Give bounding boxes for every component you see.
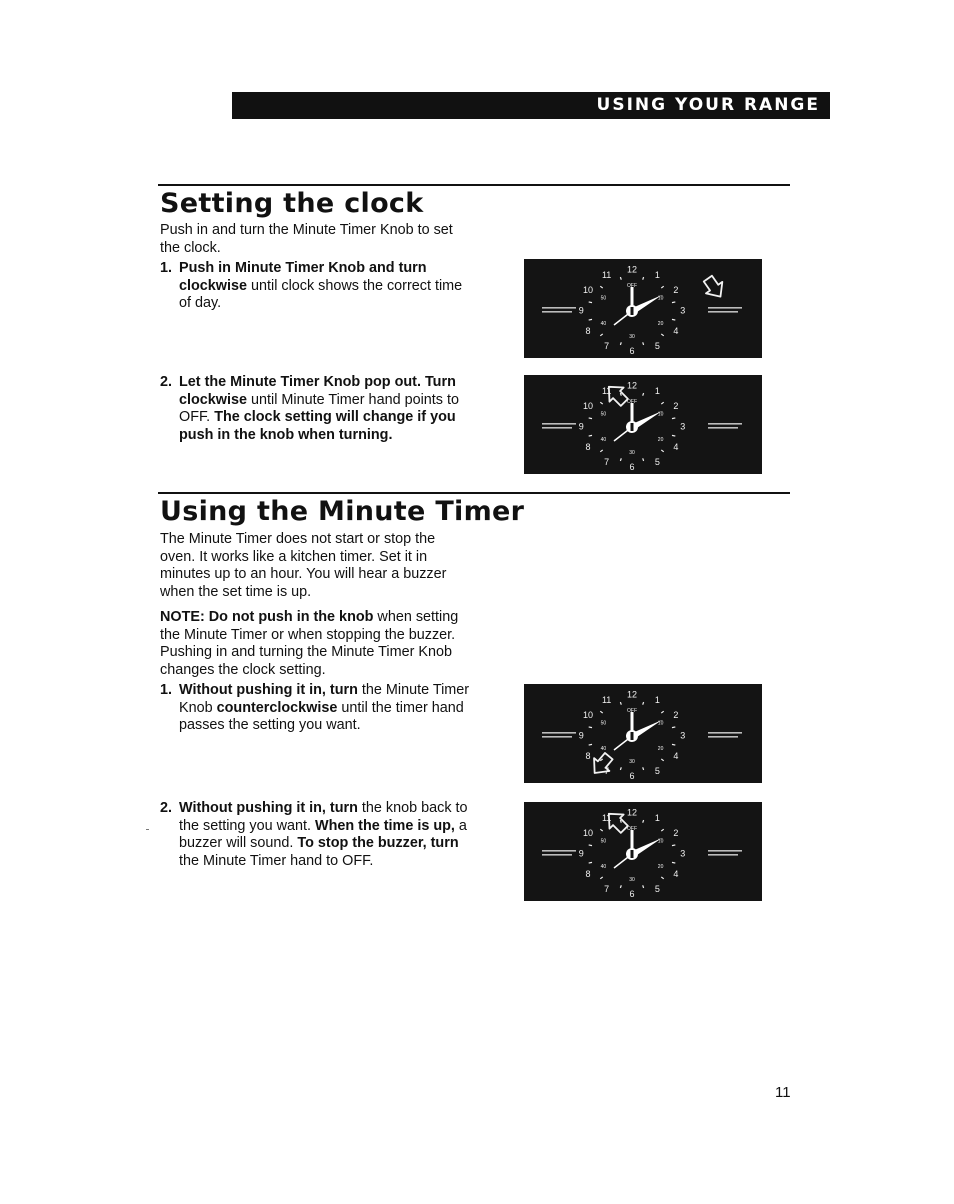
step-number: 2. <box>160 374 173 390</box>
minute-label: 20 <box>657 746 664 753</box>
clock-face-svg <box>524 684 762 783</box>
hour-numeral: 2 <box>673 400 679 411</box>
tick-mark <box>600 877 602 879</box>
tick-mark <box>643 393 644 396</box>
clock-illustration <box>524 802 762 901</box>
tick-mark <box>620 342 621 345</box>
tick-mark <box>672 302 675 303</box>
step-number: 1. <box>160 260 173 276</box>
hour-numeral: 2 <box>673 709 679 720</box>
hour-numeral: 8 <box>585 325 591 336</box>
knob-notch <box>631 850 634 858</box>
hour-numeral: 3 <box>680 305 686 316</box>
hour-numeral: 5 <box>654 883 660 894</box>
caption-mark <box>542 854 572 856</box>
tick-mark <box>661 334 663 336</box>
minute-label: 40 <box>600 437 607 444</box>
caption-mark <box>708 311 738 313</box>
text-run: when setting the Minute Timer or when stopping the buzzer. Pushing in and turning the Minute Timer Knob changes the clock setting. <box>160 609 459 678</box>
section-divider <box>158 184 790 186</box>
tick-mark <box>643 885 644 888</box>
hour-numeral: 1 <box>654 694 660 705</box>
stray-mark <box>146 829 149 830</box>
clock-intro: Push in and turn the Minute Timer Knob to set the clock. <box>160 222 453 256</box>
hour-numeral: 11 <box>601 812 612 823</box>
clock-illustration <box>524 375 762 474</box>
tick-mark <box>620 885 621 888</box>
knob-notch <box>631 732 634 740</box>
text-run: until clock shows the correct time of day. <box>179 277 463 311</box>
step-text <box>179 374 470 444</box>
step-number: 2. <box>160 800 173 816</box>
text-run: a buzzer will sound. <box>179 817 467 851</box>
counterclockwise-arrow-icon <box>587 750 616 780</box>
tick-mark <box>643 342 644 345</box>
caption-mark <box>542 427 572 429</box>
tick-mark <box>620 458 621 461</box>
tick-mark <box>620 277 621 280</box>
caption-mark <box>708 736 738 738</box>
hour-numeral: 4 <box>673 868 679 879</box>
minute-label: 10 <box>657 720 664 727</box>
tick-mark <box>589 319 592 320</box>
bold-text-run: To stop the buzzer, turn <box>297 835 459 851</box>
hour-numeral: 1 <box>654 269 660 280</box>
clock-face-svg <box>524 259 762 358</box>
tick-mark <box>589 862 592 863</box>
clockwise-arrow-icon <box>700 273 729 302</box>
clock-illustration <box>524 259 762 358</box>
hour-numeral: 12 <box>626 380 638 391</box>
clock-section-title: Setting the clock <box>160 188 424 219</box>
hour-numeral: 7 <box>604 765 610 776</box>
bold-text-run: Without pushing it in, turn <box>179 682 358 698</box>
tick-mark <box>600 402 602 404</box>
step-text <box>179 260 470 313</box>
hour-numeral: 8 <box>585 868 591 879</box>
page-number: 11 <box>775 1084 791 1101</box>
tick-mark <box>672 862 675 863</box>
hour-numeral: 11 <box>601 694 612 705</box>
hour-numeral: 4 <box>673 325 679 336</box>
minute-label: 50 <box>600 720 607 727</box>
hour-numeral: 10 <box>583 709 594 720</box>
timer-step-1 <box>160 682 470 735</box>
minute-label: 10 <box>657 411 664 418</box>
tick-mark <box>600 450 602 452</box>
caption-mark <box>542 736 572 738</box>
tick-mark <box>672 727 675 728</box>
section-divider <box>158 492 790 494</box>
hour-numeral: 6 <box>629 346 635 357</box>
hour-numeral: 1 <box>654 812 660 823</box>
bold-text-run: counterclockwise <box>216 699 338 716</box>
tick-mark <box>661 829 663 831</box>
caption-mark <box>708 423 742 425</box>
tick-mark <box>589 744 592 745</box>
tick-mark <box>661 286 663 288</box>
hour-numeral: 9 <box>578 421 584 432</box>
hour-numeral: 1 <box>654 385 660 396</box>
minute-label: 50 <box>600 295 607 302</box>
caption-mark <box>708 850 742 852</box>
hour-numeral: 4 <box>673 441 679 452</box>
hour-numeral: 10 <box>583 400 594 411</box>
tick-mark <box>600 286 602 288</box>
caption-mark <box>542 307 576 309</box>
caption-mark <box>708 427 738 429</box>
hour-numeral: 7 <box>604 883 610 894</box>
tick-mark <box>589 845 592 846</box>
hour-numeral: 2 <box>673 284 679 295</box>
clock-step-2 <box>160 374 470 444</box>
timer-intro: The Minute Timer does not start or stop the oven. It works like a kitchen timer. Set it in minutes up to an hour. You will hear a buzzer when the set time is up. <box>160 531 447 600</box>
bold-text-run: The clock setting will change if you push in the knob when turning. <box>179 409 456 443</box>
hour-numeral: 5 <box>654 765 660 776</box>
hour-numeral: 11 <box>601 269 612 280</box>
tick-mark <box>589 435 592 436</box>
step-number: 1. <box>160 682 173 698</box>
tick-mark <box>620 702 621 705</box>
hour-numeral: 7 <box>604 340 610 351</box>
tick-mark <box>672 418 675 419</box>
minute-label: 30 <box>629 876 635 883</box>
hour-numeral: 10 <box>583 827 594 838</box>
bold-text-run: Let the Minute Timer Knob pop out. Turn clockwise <box>179 374 456 408</box>
tick-mark <box>589 302 592 303</box>
tick-mark <box>620 820 621 823</box>
caption-mark <box>708 854 738 856</box>
tick-mark <box>643 820 644 823</box>
hour-numeral: 10 <box>583 284 594 295</box>
text-run: the knob back to the setting you want. <box>179 800 468 834</box>
minute-label: 20 <box>657 864 664 871</box>
timer-step-2 <box>160 800 470 870</box>
caption-mark <box>708 732 742 734</box>
bold-text-run: NOTE: Do not push in the knob <box>160 609 374 625</box>
hour-numeral: 5 <box>654 340 660 351</box>
text-run: the Minute Timer hand to OFF. <box>179 852 374 869</box>
minute-label: 30 <box>629 333 635 340</box>
tick-mark <box>600 829 602 831</box>
minute-label: 40 <box>600 321 607 328</box>
tick-mark <box>672 845 675 846</box>
minute-label: 10 <box>657 295 664 302</box>
tick-mark <box>672 319 675 320</box>
hour-numeral: 8 <box>585 750 591 761</box>
text-run: the Minute Timer Knob <box>179 682 470 716</box>
tick-mark <box>600 711 602 713</box>
caption-mark <box>542 311 572 313</box>
tick-mark <box>661 711 663 713</box>
minute-label: OFF <box>627 825 637 832</box>
tick-mark <box>661 402 663 404</box>
caption-mark <box>542 423 576 425</box>
text-run: until Minute Timer hand points to OFF. <box>179 391 459 425</box>
tick-mark <box>643 702 644 705</box>
minute-label: OFF <box>627 707 637 714</box>
hour-numeral: 5 <box>654 456 660 467</box>
tick-mark <box>661 759 663 761</box>
hour-numeral: 3 <box>680 848 686 859</box>
caption-mark <box>542 850 576 852</box>
bold-text-run: Without pushing it in, turn <box>179 800 358 816</box>
section-header-bar: USING YOUR RANGE <box>232 92 830 119</box>
text-run: until the timer hand passes the setting you want. <box>179 699 464 733</box>
hour-numeral: 9 <box>578 848 584 859</box>
hour-numeral: 12 <box>626 264 638 275</box>
clock-illustration <box>524 684 762 783</box>
tick-mark <box>643 767 644 770</box>
timer-note <box>160 609 476 679</box>
hour-numeral: 3 <box>680 421 686 432</box>
tick-mark <box>672 435 675 436</box>
step-text <box>179 800 470 870</box>
hour-numeral: 12 <box>626 807 638 818</box>
hour-numeral: 6 <box>629 462 635 473</box>
hour-numeral: 9 <box>578 305 584 316</box>
tick-mark <box>600 334 602 336</box>
minute-label: 50 <box>600 411 607 418</box>
hour-numeral: 6 <box>629 889 635 900</box>
minute-label: 30 <box>629 449 635 456</box>
minute-label: OFF <box>627 398 637 405</box>
tick-mark <box>643 458 644 461</box>
hour-numeral: 9 <box>578 730 584 741</box>
caption-mark <box>708 307 742 309</box>
tick-mark <box>620 767 621 770</box>
clock-face-svg <box>524 802 762 901</box>
hour-numeral: 4 <box>673 750 679 761</box>
timer-section-title: Using the Minute Timer <box>160 496 525 527</box>
knob-notch <box>631 307 634 315</box>
minute-label: 20 <box>657 321 664 328</box>
tick-mark <box>589 727 592 728</box>
tick-mark <box>661 450 663 452</box>
minute-label: OFF <box>627 282 637 289</box>
hour-numeral: 2 <box>673 827 679 838</box>
caption-mark <box>542 732 576 734</box>
minute-label: 40 <box>600 746 607 753</box>
minute-label: 50 <box>600 838 607 845</box>
bold-text-run: When the time is up, <box>315 817 455 834</box>
tick-mark <box>589 418 592 419</box>
clock-face-svg <box>524 375 762 474</box>
minute-label: 30 <box>629 758 635 765</box>
tick-mark <box>643 277 644 280</box>
hour-numeral: 8 <box>585 441 591 452</box>
hour-numeral: 12 <box>626 689 638 700</box>
hour-numeral: 7 <box>604 456 610 467</box>
tick-mark <box>661 877 663 879</box>
tick-mark <box>672 744 675 745</box>
tick-mark <box>620 393 621 396</box>
bold-text-run: Push in Minute Timer Knob and turn clockwise <box>179 260 427 294</box>
hour-numeral: 11 <box>601 385 612 396</box>
step-text <box>179 682 470 735</box>
hour-numeral: 3 <box>680 730 686 741</box>
clock-step-1 <box>160 260 470 313</box>
knob-notch <box>631 423 634 431</box>
minute-label: 20 <box>657 437 664 444</box>
minute-label: 10 <box>657 838 664 845</box>
minute-label: 40 <box>600 864 607 871</box>
hour-numeral: 6 <box>629 771 635 782</box>
